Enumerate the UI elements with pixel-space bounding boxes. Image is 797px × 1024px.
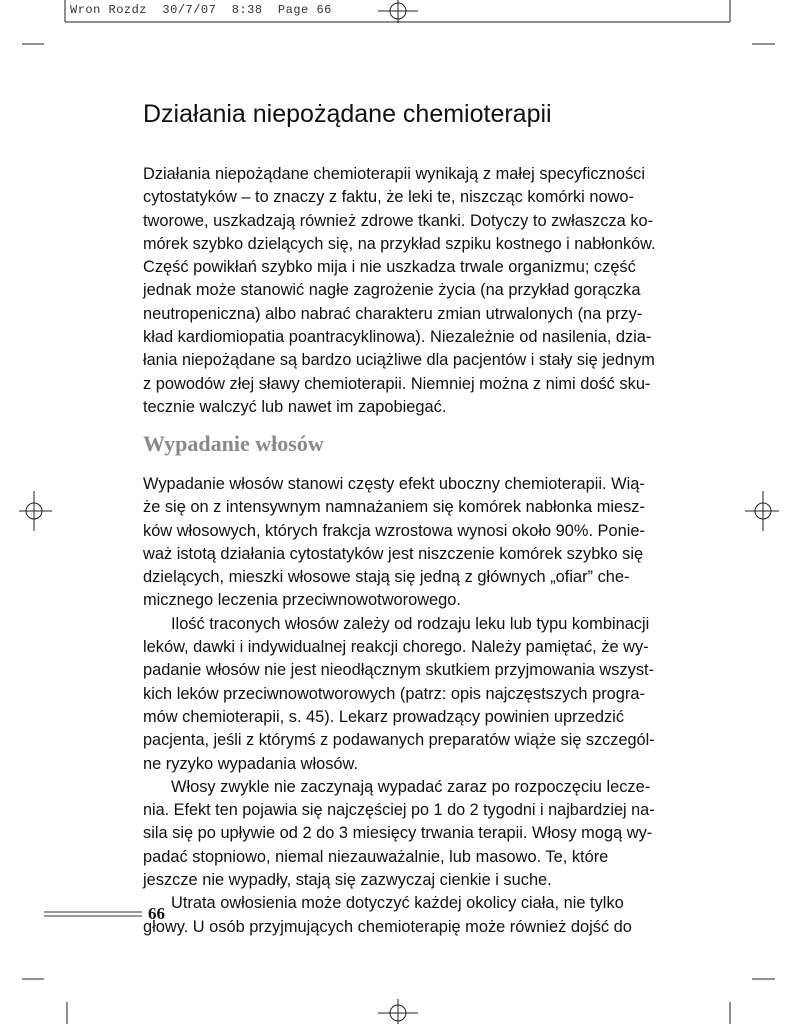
text-line: łania niepożądane są bardzo uciążliwe dla pacjentów i stały się jednym bbox=[143, 351, 655, 370]
print-slug: Wron Rozdz 30/7/07 8:38 Page 66 bbox=[70, 3, 332, 17]
section-heading: Wypadanie włosów bbox=[143, 431, 324, 456]
section-body bbox=[143, 473, 655, 939]
text-line: kich leków przeciwnowotworowych (patrz: opis najczęstszych progra- bbox=[143, 684, 645, 703]
text-line: mów chemioterapii, s. 45). Lekarz prowadzący powinien uprzedzić bbox=[143, 707, 625, 726]
text-line: sila się po upływie od 2 do 3 miesięcy trwania terapii. Włosy mogą wy- bbox=[143, 824, 653, 843]
text-line: Włosy zwykle nie zaczynają wypadać zaraz po rozpoczęciu lecze- bbox=[171, 777, 651, 796]
text-line: mórek szybko dzielących się, na przykład szpiku kostnego i nabłonków. bbox=[143, 234, 656, 253]
text-line: z powodów złej sławy chemioterapii. Niemniej można z nimi dość sku- bbox=[143, 374, 651, 393]
text-line: Wypadanie włosów stanowi częsty efekt uboczny chemioterapii. Wią- bbox=[143, 475, 645, 493]
text-line: nia. Efekt ten pojawia się najczęściej po 1 do 2 tygodni i najbardziej na- bbox=[143, 801, 655, 820]
text-line: padanie włosów nie jest nieodłącznym skutkiem przyjmowania wszyst- bbox=[143, 661, 655, 680]
registration-mark-top bbox=[378, 0, 418, 23]
folio-rule bbox=[44, 911, 144, 919]
text-line: Działania niepożądane chemioterapii wynikają z małej specyficzności bbox=[143, 165, 645, 183]
text-line: padać stopniowo, niemal niezauważalnie, lub masowo. Te, które bbox=[143, 847, 609, 866]
page-number: 66 bbox=[148, 904, 165, 923]
text-line: jednak może stanowić nagłe zagrożenie życia (na przykład gorączka bbox=[143, 281, 641, 300]
text-line: głowy. U osób przyjmujących chemioterapię może również dojść do bbox=[143, 917, 632, 936]
text-line: jeszcze nie wypadły, stają się zazwyczaj cienkie i suche. bbox=[143, 871, 552, 890]
registration-mark-bottom bbox=[378, 999, 418, 1024]
text-line: Utrata owłosienia może dotyczyć każdej okolicy ciała, nie tylko bbox=[171, 894, 624, 913]
text-line: neutropeniczna) albo nabrać charakteru zmian utrwalonych (na przy- bbox=[143, 304, 643, 323]
text-line: leków, dawki i indywidualnej reakcji chorego. Należy pamiętać, że wy- bbox=[143, 638, 649, 657]
registration-mark-left bbox=[19, 491, 52, 531]
text-line: Ilość traconych włosów zależy od rodzaju leku lub typu kombinacji bbox=[171, 614, 650, 633]
text-line: dzielących, mieszki włosowe stają się jedną z głównych „ofiar” che- bbox=[143, 568, 630, 587]
chapter-title: Działania niepożądane chemioterapii bbox=[143, 100, 552, 128]
text-line: ne ryzyko wypadania włosów. bbox=[143, 754, 359, 773]
text-line: cytostatyków – to znaczy z faktu, że leki te, niszcząc komórki nowo- bbox=[143, 188, 634, 207]
text-line: ków włosowych, których frakcja wzrostowa wynosi około 90%. Ponie- bbox=[143, 521, 645, 540]
text-line: micznego leczenia przeciwnowotworowego. bbox=[143, 591, 461, 610]
text-line: waż istotą działania cytostatyków jest niszczenie komórek szybko się bbox=[143, 544, 644, 563]
text-line: Część powikłań szybko mija i nie uszkadza trwale organizmu; część bbox=[143, 258, 636, 277]
registration-mark-right bbox=[745, 491, 779, 531]
intro-paragraph bbox=[143, 163, 655, 419]
text-line: tworowe, uszkadzają również zdrowe tkanki. Dotyczy to zwłaszcza ko- bbox=[143, 211, 654, 230]
text-line: pacjenta, jeśli z którymś z podawanych preparatów wiąże się szczegól- bbox=[143, 731, 655, 750]
text-line: że się on z intensywnym namnażaniem się komórek nabłonka miesz- bbox=[143, 498, 645, 517]
text-line: tecznie walczyć lub nawet im zapobiegać. bbox=[143, 397, 447, 416]
text-line: kład kardiomiopatia poantracyklinowa). Niezależnie od nasilenia, dzia- bbox=[143, 328, 652, 347]
